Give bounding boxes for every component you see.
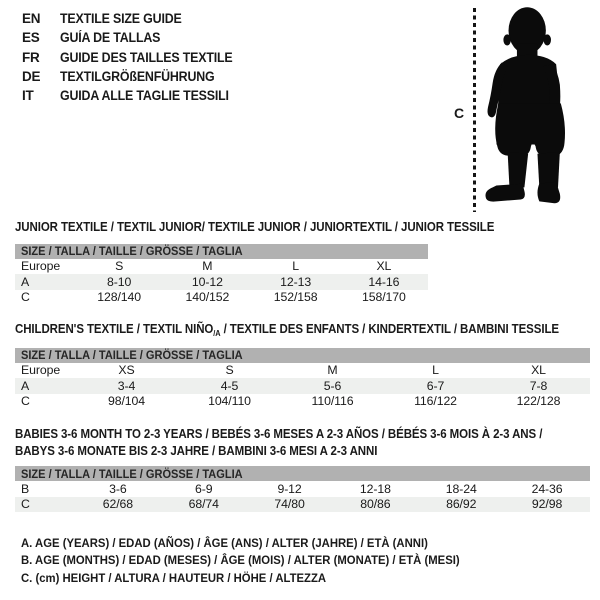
row-label: B xyxy=(21,481,30,496)
guide-title: TEXTILE SIZE GUIDE xyxy=(60,11,182,27)
row-label: C xyxy=(21,497,30,512)
table-row xyxy=(15,274,428,290)
footnote-legend xyxy=(21,534,498,587)
size-cell: 14-16 xyxy=(368,274,400,289)
size-cell: 5-6 xyxy=(323,378,342,393)
row-label: A xyxy=(21,274,30,289)
size-cell: 6-9 xyxy=(195,481,213,496)
section-children-textile xyxy=(15,321,590,409)
size-cell: S xyxy=(225,363,234,378)
size-cell: 12-13 xyxy=(280,274,312,289)
language-code: ES xyxy=(22,30,40,46)
language-row xyxy=(22,28,248,47)
guide-title: GUIDE DES TAILLES TEXTILE xyxy=(60,49,233,65)
size-cell: 10-12 xyxy=(191,274,223,289)
size-cell: 68/74 xyxy=(188,497,219,512)
size-cell: 3-4 xyxy=(117,378,136,393)
size-cell: XL xyxy=(376,259,392,274)
guide-title: GUIDA ALLE TAGLIE TESSILI xyxy=(60,88,229,104)
size-cell: 6-7 xyxy=(426,378,445,393)
guide-title: TEXTILGRÖßENFÜHRUNG xyxy=(60,69,215,85)
language-row xyxy=(22,67,248,86)
row-label: C xyxy=(21,394,30,409)
size-cell: M xyxy=(202,259,213,274)
size-header-bar: SIZE / TALLA / TAILLE / GRÖSSE / TAGLIA xyxy=(15,348,590,363)
size-cell: M xyxy=(327,363,338,378)
size-cell: XL xyxy=(531,363,546,378)
size-cell: 158/170 xyxy=(361,290,406,305)
size-cell: 12-18 xyxy=(359,481,391,496)
language-row xyxy=(22,86,248,105)
table-row xyxy=(15,259,428,275)
language-code: FR xyxy=(22,49,40,65)
size-header-bar: SIZE / TALLA / TAILLE / GRÖSSE / TAGLIA xyxy=(15,244,428,259)
size-cell: XS xyxy=(118,363,135,378)
baby-silhouette-icon xyxy=(474,6,586,212)
size-cell: 98/104 xyxy=(107,394,145,409)
section-babies-textile xyxy=(15,426,590,512)
size-cell: S xyxy=(115,259,124,274)
section-heading: CHILDREN'S TEXTILE / TEXTIL $NIÑO_{/A}$ / TEXTILE DES ENFANTS / KINDERTEXTIL / BAMBINI TESSILE xyxy=(15,322,559,338)
size-cell: 8-10 xyxy=(107,274,132,289)
table-row xyxy=(15,378,590,394)
language-code: EN xyxy=(22,11,41,27)
size-cell: 62/68 xyxy=(102,497,134,512)
size-cell: 152/158 xyxy=(273,290,318,305)
junior-size-table xyxy=(15,259,428,306)
guide-title: GUÍA DE TALLAS xyxy=(60,30,161,46)
table-row xyxy=(15,394,590,410)
row-label: Europe xyxy=(21,363,61,378)
table-row xyxy=(15,363,590,379)
height-c-label: C xyxy=(454,105,465,121)
section-junior-textile xyxy=(15,219,495,305)
size-cell: 128/140 xyxy=(97,290,141,305)
size-cell: 92/98 xyxy=(531,497,563,512)
heading-subscript: /A xyxy=(213,329,221,338)
size-cell: 80/86 xyxy=(360,497,391,512)
size-cell: L xyxy=(432,363,439,378)
row-label: C xyxy=(21,290,30,305)
row-label: Europe xyxy=(21,259,61,274)
size-cell: 74/80 xyxy=(274,497,305,512)
section-heading: BABIES 3-6 MONTH TO 2-3 YEARS / BEBÉS 3-6 MESES A 2-3 AÑOS / BÉBÉS 3-6 MOIS À 2-3 ANS / BABYS 3-6 MONATE BIS 2-3 JAHRE / BAMBINI 3-6 MESI A 2-3 ANNI xyxy=(15,427,543,458)
size-cell: 7-8 xyxy=(529,378,548,393)
size-cell: 104/110 xyxy=(208,394,251,409)
language-row xyxy=(22,48,248,67)
size-cell: 3-6 xyxy=(109,481,127,496)
height-measure-figure xyxy=(440,0,600,220)
size-cell: 18-24 xyxy=(445,481,477,496)
footnote-c: C. (cm) HEIGHT / ALTURA / HAUTEUR / HÖHE / ALTEZZA xyxy=(21,570,327,585)
table-row xyxy=(15,481,590,497)
size-cell: 86/92 xyxy=(446,497,477,512)
language-list xyxy=(22,9,248,105)
language-code: IT xyxy=(22,88,34,104)
size-cell: 140/152 xyxy=(185,290,230,305)
size-cell: 110/116 xyxy=(311,394,354,409)
size-cell: 116/122 xyxy=(414,394,457,409)
row-label: A xyxy=(21,378,30,393)
table-row xyxy=(15,290,428,306)
table-row xyxy=(15,497,590,513)
language-row xyxy=(22,9,248,28)
size-cell: 122/128 xyxy=(516,394,561,409)
size-cell: 4-5 xyxy=(220,378,239,393)
footnote-a: A. AGE (YEARS) / EDAD (AÑOS) / ÂGE (ANS) / ALTER (JAHRE) / ETÀ (ANNI) xyxy=(21,535,428,550)
footnote-b: B. AGE (MONTHS) / EDAD (MESES) / ÂGE (MOIS) / ALTER (MONATE) / ETÀ (MESI) xyxy=(21,553,460,568)
section-heading: JUNIOR TEXTILE / TEXTIL JUNIOR/ TEXTILE JUNIOR / JUNIORTEXTIL / JUNIOR TESSILE xyxy=(15,220,495,234)
size-cell: 24-36 xyxy=(531,481,563,496)
size-cell: 9-12 xyxy=(277,481,302,496)
children-size-table xyxy=(15,363,590,410)
babies-size-table xyxy=(15,481,590,512)
language-code: DE xyxy=(22,69,41,85)
size-cell: L xyxy=(292,259,299,274)
size-header-bar: SIZE / TALLA / TAILLE / GRÖSSE / TAGLIA xyxy=(15,466,590,481)
